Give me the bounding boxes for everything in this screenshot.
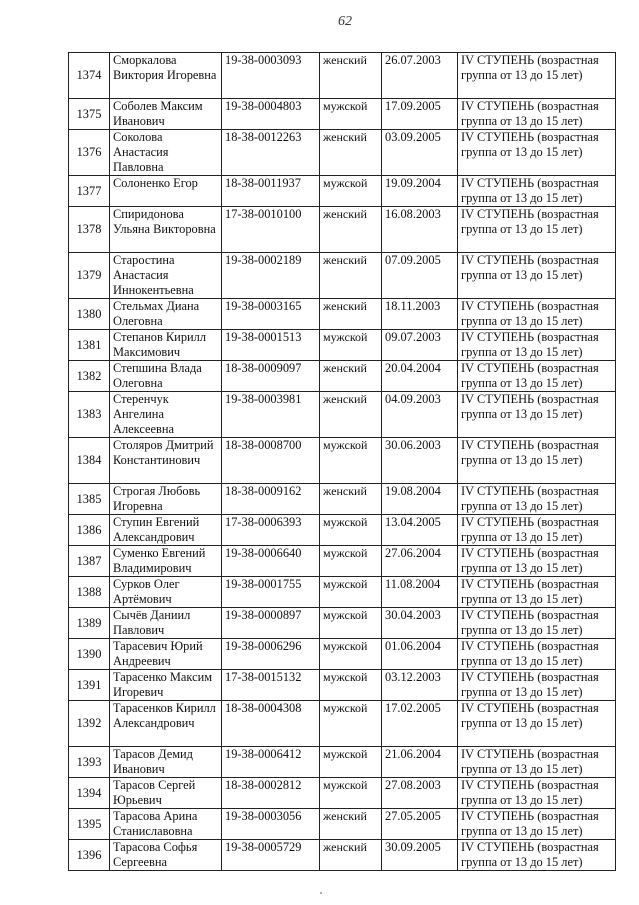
- table-row: [69, 392, 616, 438]
- gto-level-cell: IV СТУПЕНЬ (возрастная группа от 13 до 15 лет): [458, 747, 616, 778]
- birth-date-cell: 21.06.2004: [382, 747, 458, 778]
- gender-cell: мужской: [320, 778, 382, 809]
- row-number-cell: 1385: [69, 484, 110, 515]
- row-number-cell: 1388: [69, 577, 110, 608]
- table-row: [69, 53, 616, 99]
- table-row: [69, 670, 616, 701]
- full-name-cell: Стеренчук Ангелина Алексеевна: [110, 392, 222, 438]
- full-name-cell: Тарасенко Максим Игоревич: [110, 670, 222, 701]
- uin-code-cell: 17-38-0010100: [222, 207, 320, 253]
- table-row: [69, 515, 616, 546]
- uin-code-cell: 18-38-0011937: [222, 176, 320, 207]
- uin-code-cell: 19-38-0000897: [222, 608, 320, 639]
- uin-code-cell: 19-38-0003093: [222, 53, 320, 99]
- table-row: [69, 99, 616, 130]
- full-name-cell: Тарасов Демид Иванович: [110, 747, 222, 778]
- table-row: [69, 701, 616, 747]
- gto-level-cell: IV СТУПЕНЬ (возрастная группа от 13 до 15 лет): [458, 670, 616, 701]
- participants-table: [68, 52, 616, 871]
- birth-date-cell: 30.09.2005: [382, 840, 458, 871]
- gender-cell: мужской: [320, 515, 382, 546]
- birth-date-cell: 03.12.2003: [382, 670, 458, 701]
- uin-code-cell: 19-38-0005729: [222, 840, 320, 871]
- gto-level-cell: IV СТУПЕНЬ (возрастная группа от 13 до 15 лет): [458, 130, 616, 176]
- birth-date-cell: 16.08.2003: [382, 207, 458, 253]
- gto-level-cell: IV СТУПЕНЬ (возрастная группа от 13 до 15 лет): [458, 176, 616, 207]
- table-row: [69, 840, 616, 871]
- uin-code-cell: 19-38-0003165: [222, 299, 320, 330]
- gender-cell: мужской: [320, 639, 382, 670]
- row-number-cell: 1381: [69, 330, 110, 361]
- birth-date-cell: 17.09.2005: [382, 99, 458, 130]
- gender-cell: женский: [320, 130, 382, 176]
- uin-code-cell: 19-38-0006412: [222, 747, 320, 778]
- birth-date-cell: 09.07.2003: [382, 330, 458, 361]
- birth-date-cell: 20.04.2004: [382, 361, 458, 392]
- uin-code-cell: 19-38-0002189: [222, 253, 320, 299]
- uin-code-cell: 18-38-0009097: [222, 361, 320, 392]
- gender-cell: мужской: [320, 99, 382, 130]
- birth-date-cell: 30.04.2003: [382, 608, 458, 639]
- full-name-cell: Тарасенков Кирилл Александрович: [110, 701, 222, 747]
- full-name-cell: Спиридонова Ульяна Викторовна: [110, 207, 222, 253]
- gender-cell: мужской: [320, 670, 382, 701]
- table-row: [69, 130, 616, 176]
- gto-level-cell: IV СТУПЕНЬ (возрастная группа от 13 до 15 лет): [458, 484, 616, 515]
- full-name-cell: Суменко Евгений Владимирович: [110, 546, 222, 577]
- full-name-cell: Солоненко Егор: [110, 176, 222, 207]
- birth-date-cell: 27.06.2004: [382, 546, 458, 577]
- gender-cell: мужской: [320, 577, 382, 608]
- row-number-cell: 1394: [69, 778, 110, 809]
- table-row: [69, 207, 616, 253]
- row-number-cell: 1386: [69, 515, 110, 546]
- gto-level-cell: IV СТУПЕНЬ (возрастная группа от 13 до 15 лет): [458, 53, 616, 99]
- row-number-cell: 1393: [69, 747, 110, 778]
- gto-level-cell: IV СТУПЕНЬ (возрастная группа от 13 до 15 лет): [458, 330, 616, 361]
- full-name-cell: Соколова Анастасия Павловна: [110, 130, 222, 176]
- row-number-cell: 1395: [69, 809, 110, 840]
- uin-code-cell: 18-38-0004308: [222, 701, 320, 747]
- table-row: [69, 608, 616, 639]
- gto-level-cell: IV СТУПЕНЬ (возрастная группа от 13 до 15 лет): [458, 577, 616, 608]
- row-number-cell: 1384: [69, 438, 110, 484]
- gender-cell: мужской: [320, 608, 382, 639]
- birth-date-cell: 27.05.2005: [382, 809, 458, 840]
- full-name-cell: Ступин Евгений Александрович: [110, 515, 222, 546]
- row-number-cell: 1378: [69, 207, 110, 253]
- row-number-cell: 1379: [69, 253, 110, 299]
- gto-level-cell: IV СТУПЕНЬ (возрастная группа от 13 до 15 лет): [458, 299, 616, 330]
- full-name-cell: Степшина Влада Олеговна: [110, 361, 222, 392]
- row-number-cell: 1387: [69, 546, 110, 577]
- gender-cell: женский: [320, 253, 382, 299]
- gto-level-cell: IV СТУПЕНЬ (возрастная группа от 13 до 15 лет): [458, 438, 616, 484]
- full-name-cell: Тарасова Софья Сергеевна: [110, 840, 222, 871]
- full-name-cell: Столяров Дмитрий Константинович: [110, 438, 222, 484]
- gto-level-cell: IV СТУПЕНЬ (возрастная группа от 13 до 15 лет): [458, 392, 616, 438]
- birth-date-cell: 01.06.2004: [382, 639, 458, 670]
- row-number-cell: 1391: [69, 670, 110, 701]
- gto-level-cell: IV СТУПЕНЬ (возрастная группа от 13 до 15 лет): [458, 701, 616, 747]
- uin-code-cell: 19-38-0004803: [222, 99, 320, 130]
- table-row: [69, 299, 616, 330]
- table-row: [69, 577, 616, 608]
- uin-code-cell: 17-38-0006393: [222, 515, 320, 546]
- birth-date-cell: 19.09.2004: [382, 176, 458, 207]
- row-number-cell: 1380: [69, 299, 110, 330]
- table-row: [69, 639, 616, 670]
- row-number-cell: 1382: [69, 361, 110, 392]
- uin-code-cell: 19-38-0003981: [222, 392, 320, 438]
- uin-code-cell: 18-38-0012263: [222, 130, 320, 176]
- full-name-cell: Степанов Кирилл Максимович: [110, 330, 222, 361]
- uin-code-cell: 19-38-0001755: [222, 577, 320, 608]
- gto-level-cell: IV СТУПЕНЬ (возрастная группа от 13 до 15 лет): [458, 809, 616, 840]
- gto-level-cell: IV СТУПЕНЬ (возрастная группа от 13 до 15 лет): [458, 608, 616, 639]
- gender-cell: мужской: [320, 176, 382, 207]
- gender-cell: мужской: [320, 546, 382, 577]
- gender-cell: женский: [320, 484, 382, 515]
- page-number: 62: [338, 14, 352, 29]
- table-row: [69, 330, 616, 361]
- table-row: [69, 438, 616, 484]
- row-number-cell: 1376: [69, 130, 110, 176]
- birth-date-cell: 03.09.2005: [382, 130, 458, 176]
- row-number-cell: 1389: [69, 608, 110, 639]
- gender-cell: мужской: [320, 438, 382, 484]
- uin-code-cell: 19-38-0006296: [222, 639, 320, 670]
- gender-cell: женский: [320, 809, 382, 840]
- birth-date-cell: 17.02.2005: [382, 701, 458, 747]
- full-name-cell: Строгая Любовь Игоревна: [110, 484, 222, 515]
- participants-table-body: [69, 53, 616, 871]
- gto-level-cell: IV СТУПЕНЬ (возрастная группа от 13 до 15 лет): [458, 361, 616, 392]
- gto-level-cell: IV СТУПЕНЬ (возрастная группа от 13 до 15 лет): [458, 639, 616, 670]
- table-row: [69, 484, 616, 515]
- table-row: [69, 253, 616, 299]
- row-number-cell: 1396: [69, 840, 110, 871]
- table-row: [69, 361, 616, 392]
- row-number-cell: 1377: [69, 176, 110, 207]
- birth-date-cell: 30.06.2003: [382, 438, 458, 484]
- full-name-cell: Стельмах Диана Олеговна: [110, 299, 222, 330]
- full-name-cell: Тарасов Сергей Юрьевич: [110, 778, 222, 809]
- birth-date-cell: 11.08.2004: [382, 577, 458, 608]
- table-row: [69, 747, 616, 778]
- table-row: [69, 176, 616, 207]
- full-name-cell: Сычёв Даниил Павлович: [110, 608, 222, 639]
- birth-date-cell: 04.09.2003: [382, 392, 458, 438]
- uin-code-cell: 18-38-0002812: [222, 778, 320, 809]
- birth-date-cell: 13.04.2005: [382, 515, 458, 546]
- row-number-cell: 1374: [69, 53, 110, 99]
- gto-level-cell: IV СТУПЕНЬ (возрастная группа от 13 до 15 лет): [458, 253, 616, 299]
- full-name-cell: Тарасова Арина Станиславовна: [110, 809, 222, 840]
- table-row: [69, 809, 616, 840]
- row-number-cell: 1390: [69, 639, 110, 670]
- birth-date-cell: 18.11.2003: [382, 299, 458, 330]
- table-row: [69, 546, 616, 577]
- gto-level-cell: IV СТУПЕНЬ (возрастная группа от 13 до 15 лет): [458, 515, 616, 546]
- row-number-cell: 1375: [69, 99, 110, 130]
- gender-cell: мужской: [320, 330, 382, 361]
- birth-date-cell: 07.09.2005: [382, 253, 458, 299]
- gto-level-cell: IV СТУПЕНЬ (возрастная группа от 13 до 15 лет): [458, 207, 616, 253]
- gender-cell: женский: [320, 207, 382, 253]
- uin-code-cell: 18-38-0009162: [222, 484, 320, 515]
- full-name-cell: Тарасевич Юрий Андреевич: [110, 639, 222, 670]
- uin-code-cell: 19-38-0001513: [222, 330, 320, 361]
- birth-date-cell: 27.08.2003: [382, 778, 458, 809]
- full-name-cell: Сурков Олег Артёмович: [110, 577, 222, 608]
- gender-cell: женский: [320, 299, 382, 330]
- gender-cell: женский: [320, 361, 382, 392]
- gender-cell: женский: [320, 392, 382, 438]
- birth-date-cell: 26.07.2003: [382, 53, 458, 99]
- gto-level-cell: IV СТУПЕНЬ (возрастная группа от 13 до 15 лет): [458, 546, 616, 577]
- uin-code-cell: 19-38-0006640: [222, 546, 320, 577]
- full-name-cell: Соболев Максим Иванович: [110, 99, 222, 130]
- full-name-cell: Старостина Анастасия Иннокентьевна: [110, 253, 222, 299]
- gender-cell: женский: [320, 53, 382, 99]
- uin-code-cell: 17-38-0015132: [222, 670, 320, 701]
- full-name-cell: Сморкалова Виктория Игоревна: [110, 53, 222, 99]
- uin-code-cell: 18-38-0008700: [222, 438, 320, 484]
- row-number-cell: 1392: [69, 701, 110, 747]
- scan-speck: [320, 892, 322, 894]
- uin-code-cell: 19-38-0003056: [222, 809, 320, 840]
- gender-cell: мужской: [320, 701, 382, 747]
- gender-cell: женский: [320, 840, 382, 871]
- gto-level-cell: IV СТУПЕНЬ (возрастная группа от 13 до 15 лет): [458, 99, 616, 130]
- gender-cell: мужской: [320, 747, 382, 778]
- row-number-cell: 1383: [69, 392, 110, 438]
- table-row: [69, 778, 616, 809]
- gto-level-cell: IV СТУПЕНЬ (возрастная группа от 13 до 15 лет): [458, 840, 616, 871]
- gto-level-cell: IV СТУПЕНЬ (возрастная группа от 13 до 15 лет): [458, 778, 616, 809]
- birth-date-cell: 19.08.2004: [382, 484, 458, 515]
